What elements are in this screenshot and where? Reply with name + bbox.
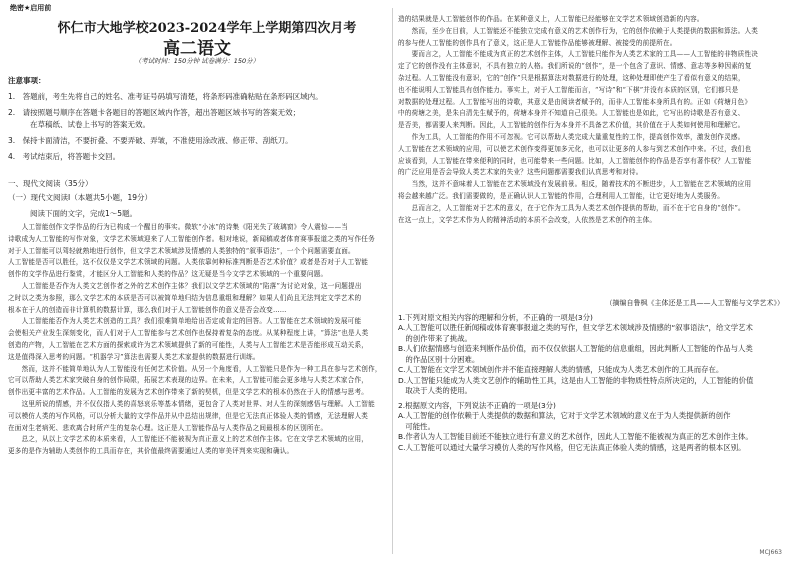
- article-line: 人工智能是否可以胜任，这不仅仅是文学艺术领域的问题。人类依靠何种标准判断是否艺术价值？或者是否对于人工智能: [8, 258, 369, 267]
- article-line: 人工智能创作文学作品的行为已构成一个醒目的事实。微软“小冰”的诗集《阳光失了玻璃窗》令人震惊——当: [8, 223, 349, 231]
- column-divider: [392, 8, 393, 554]
- reading-instruction: 阅读下面的文字，完成1～5题。: [30, 209, 138, 218]
- option-b-cont: 的作品区别十分困难。: [398, 354, 480, 364]
- question-1: [398, 312, 788, 397]
- question-stem: 2.根据原文内容，下列说法不正确的一项是(3分): [398, 401, 556, 410]
- secret-mark: 绝密★启用前: [10, 4, 52, 12]
- article-line: 在这一点上，文学艺术作为人的精神活动的本质不会改变，人依然是艺术创作的主体。: [398, 215, 657, 224]
- right-column: [398, 0, 788, 562]
- article-line: 创作的文学作品进行鉴赏，才能区分人工智能和人类的作品？这无疑是当今文学艺术领域的一个重要问题。: [8, 270, 328, 279]
- exam-title: 怀仁市大地学校2023-2024学年上学期第四次月考: [57, 21, 357, 36]
- article-source: （摘编自鲁枫《主体还是工具——人工智能与文学艺术》）: [605, 299, 784, 307]
- article-line: 会使相关产业发生深刻变化，而人们对于人工智能参与艺术创作也保持着复杂的态度。从某种程度上讲，“算法”也是人类: [8, 329, 369, 338]
- option-a-cont: 的创作带来了挑战。: [398, 333, 472, 343]
- subsection-heading: （一）现代文阅读Ⅰ（本题共5小题，19分）: [8, 193, 153, 202]
- article-left: [8, 222, 386, 458]
- article-line: 根本在于人的创造而非计算机的数据计算，那么我们对于人工智能创作的意义是否会改变……: [8, 305, 287, 314]
- option-d-cont: 取决于人类的使用。: [398, 386, 472, 395]
- article-line: 人工智能在艺术领域的应用，可以使艺术创作变得更加多元化，也可以让更多的人参与到艺术创作中来。不过，我们也: [398, 144, 752, 153]
- article-line: 中的荷塘之美，是朱自清先生赋予的，荷塘本身并不知道自己很美。人工智能也是如此，它写出的诗歌是否有意义、: [398, 109, 745, 118]
- article-line: 作为工具，人工智能的作用不可忽视。它可以帮助人类完成大量重复性的工作，提高创作效率，激发创作灵感。: [398, 132, 745, 141]
- article-right: [398, 14, 788, 226]
- article-line: 要而言之，人工智能不能成为真正的艺术创作主体，人工智能只能作为人类艺术家的工具——人工智能的非物质性决: [398, 50, 759, 59]
- section-heading: 一、现代文阅读（35分）: [8, 179, 93, 188]
- article-line: 然而，这并不能简单地认为人工智能没有任何艺术价值。从另一个角度看，人工智能只是作为一种工具在参与艺术创作，: [8, 364, 382, 373]
- notes-heading: 注意事项：: [8, 76, 46, 85]
- note-item: 2. 请按照题号顺序在答题卡各题目的答题区域内作答，超出答题区域书写的答案无效；: [8, 108, 301, 117]
- article-line: 这是值得深入思考的问题。“机器学习”算法也需要人类艺术家提供的数据进行训练。: [8, 352, 260, 361]
- note-item: 在草稿纸、试卷上书写的答案无效。: [30, 120, 150, 129]
- article-line: 将会越来越广泛。我们需要做的，是正确认识人工智能的作用，合理利用人工智能，让它更好地为人类服务。: [398, 191, 725, 200]
- article-line: 当然，这并不意味着人工智能在艺术领域没有发展前景。相反，随着技术的不断进步，人工智能在艺术领域的应用: [398, 180, 752, 189]
- option-b: B.人们依据情感与创造来判断作品价值，而不仅仅依据人工智能的信息重组，因此判断人工智能的作品与人类: [398, 344, 753, 353]
- note-item: 3. 保持卡面清洁，不要折叠、不要弄破、弄皱，不准使用涂改液、修正带、刮纸刀。: [8, 136, 293, 145]
- option-c: C.人工智能可以通过大量学习模仿人类的写作风格，但它无法真正体验人类的情感，这是两者的根本区别。: [398, 442, 746, 452]
- question-stem: 1.下列对原文相关内容的理解和分析，不正确的一项是(3分): [398, 313, 593, 322]
- article-line: 人工智能是否作为人类文艺创作者之外的艺术创作主体？我们以文学艺术领域的“陷落”为讨论对象，这一问题提出: [8, 281, 362, 290]
- article-line: 应该看到，人工智能在带来便利的同时，也可能带来一些问题。比如，人工智能创作的作品是否享有著作权？人工智能: [398, 156, 752, 165]
- article-line: 总而言之，人工智能对于艺术的意义，在于它作为工具为人类艺术创作提供的帮助，而不在于它自身的“创作”。: [398, 203, 745, 212]
- article-line: 然而，至少在目前，人工智能还不能独立完成有意义的艺术创作行为，它的创作依赖于人类提供的数据和算法。人类: [398, 26, 759, 35]
- article-line: 之时以之类为参照，那么文学艺术的本质是否可以被简单地归结为信息重组和理解？如果人们尚且无法判定文学艺术的: [8, 293, 362, 302]
- article-line: 创作出更丰富的艺术作品。人工智能的发展为艺术创作带来了新的契机，但是文学艺术的根本仍然在于人的情感与思考。: [8, 388, 369, 397]
- article-line: 也不能说明人工智能具有创作能力。事实上，对于人工智能而言，“写诗”和“下棋”并没有本质的区别，它们都只是: [398, 85, 739, 94]
- option-c: C.人工智能在文学艺术领域创作并不能直接理解人类的情感，只能成为人类艺术创作的工具而存在。: [398, 365, 724, 374]
- note-item: 4. 考试结束后，将答题卡交回。: [8, 152, 121, 161]
- page-code: MCJ663: [759, 549, 782, 556]
- note-item: 1. 答题前，考生先将自己的姓名、准考证号码填写清楚，将条形码准确粘贴在条形码区域内。: [8, 92, 323, 101]
- option-a: A.人工智能可以胜任新闻稿或体育赛事报道之类的写作，但文学艺术领域涉及情感的“叙事语法”，给文学艺术: [398, 323, 753, 332]
- left-column: [8, 0, 386, 562]
- article-line: 人工智能能否作为人类艺术创造的工具？我们很难简单地给出否定或肯定的回答。人工智能在艺术领域的发展可能: [8, 317, 362, 326]
- article-line: 它可以帮助人类艺术家突破自身的创作局限，拓展艺术表现的边界。在未来，人工智能可能会更多地与人类艺术家合作，: [8, 376, 369, 385]
- article-line: 创造的产物，人工智能在艺术方面的探索或许为艺术领域提供了新的可能性，人类与人工智能艺术是否能形成互动关系，: [8, 340, 369, 349]
- article-line: 在面对生老病死、悲欢离合时所产生的复杂心理。这正是人工智能作品与人类作品之间最根本的区别所在。: [8, 423, 328, 432]
- option-a-cont: 可能性。: [398, 421, 435, 431]
- option-b: B.作者认为人工智能目前还不能独立进行有意义的艺术创作，因此人工智能不能被视为真正的艺术创作主体。: [398, 432, 753, 441]
- article-line: 定了它的创作没有主体意识，不具有独立的人格。我们所说的“创作”，是一个包含了意识、情感、意志等多种因素的复: [398, 62, 752, 71]
- article-line: 对数据的处理过程。人工智能写出的诗歌，其意义是由阅读者赋予的，而非人工智能本身所具有的。正如《荷塘月色》: [398, 97, 752, 106]
- option-a: A.人工智能的创作依赖于人类提供的数据和算法，它对于文学艺术领域的意义在于为人类提供新的创作: [398, 411, 731, 420]
- article-line: 这里所说的情感，并不仅仅指人类的喜怒哀乐等基本情绪，更包含了人类对世界、对人生的深刻感悟与理解。人工智能: [8, 399, 375, 408]
- article-line: 更多的是作为辅助人类创作的工具而存在，其价值最终需要通过人类的审美评判来实现和确认。: [8, 447, 294, 456]
- article-line: 是否美，都需要人来判断。因此，人工智能的创作行为本身并不具备艺术价值，其价值在于人类如何使用和理解它。: [398, 121, 745, 130]
- article-line: 可以模仿人类的写作风格，可以分析大量的文学作品并从中总结出规律，但是它无法真正体验人类的情感，无法理解人类: [8, 411, 369, 420]
- article-line: 的广泛应用是否会导致人类艺术家的失业？这些问题都需要我们认真思考和对待。: [398, 168, 643, 177]
- exam-subject: 高二语文: [163, 39, 231, 59]
- article-line: 杂过程。人工智能没有意识，它的“创作”只是根据算法对数据进行的处理，这种处理即使产生了看似有意义的结果，: [398, 73, 745, 82]
- article-line: 造的结果就是人工智能创作的作品。在某种意义上，人工智能已经能够在文学艺术领域创造新的内容。: [398, 15, 704, 23]
- exam-meta: （考试时间：150分钟 试卷满分：150分）: [134, 57, 260, 65]
- article-line: 对于人工智能可以驾轻就熟地进行创作，但文学艺术领域涉及情感的人类独特的“叙事语法”，一个个问题需要直面。: [8, 246, 355, 255]
- article-line: 总之，从以上文学艺术的本质来看，人工智能还不能被视为真正意义上的艺术创作主体。它在文学艺术领域的应用，: [8, 435, 369, 444]
- article-line: 诗歌成为人工智能的写作对象，文学艺术领域迎来了人工智能创作者。相对地说，新闻稿或者体育赛事报道之类的写作任务: [8, 234, 375, 243]
- question-2: [398, 400, 788, 453]
- article-line: 的参与使人工智能的创作具有了意义，这正是人工智能作品能够被理解、被接受的前提所在。: [398, 38, 677, 47]
- option-d: D.人工智能只能成为人类文艺创作的辅助性工具，这是由人工智能的非物质性特点所决定的，人工智能的价值: [398, 375, 754, 385]
